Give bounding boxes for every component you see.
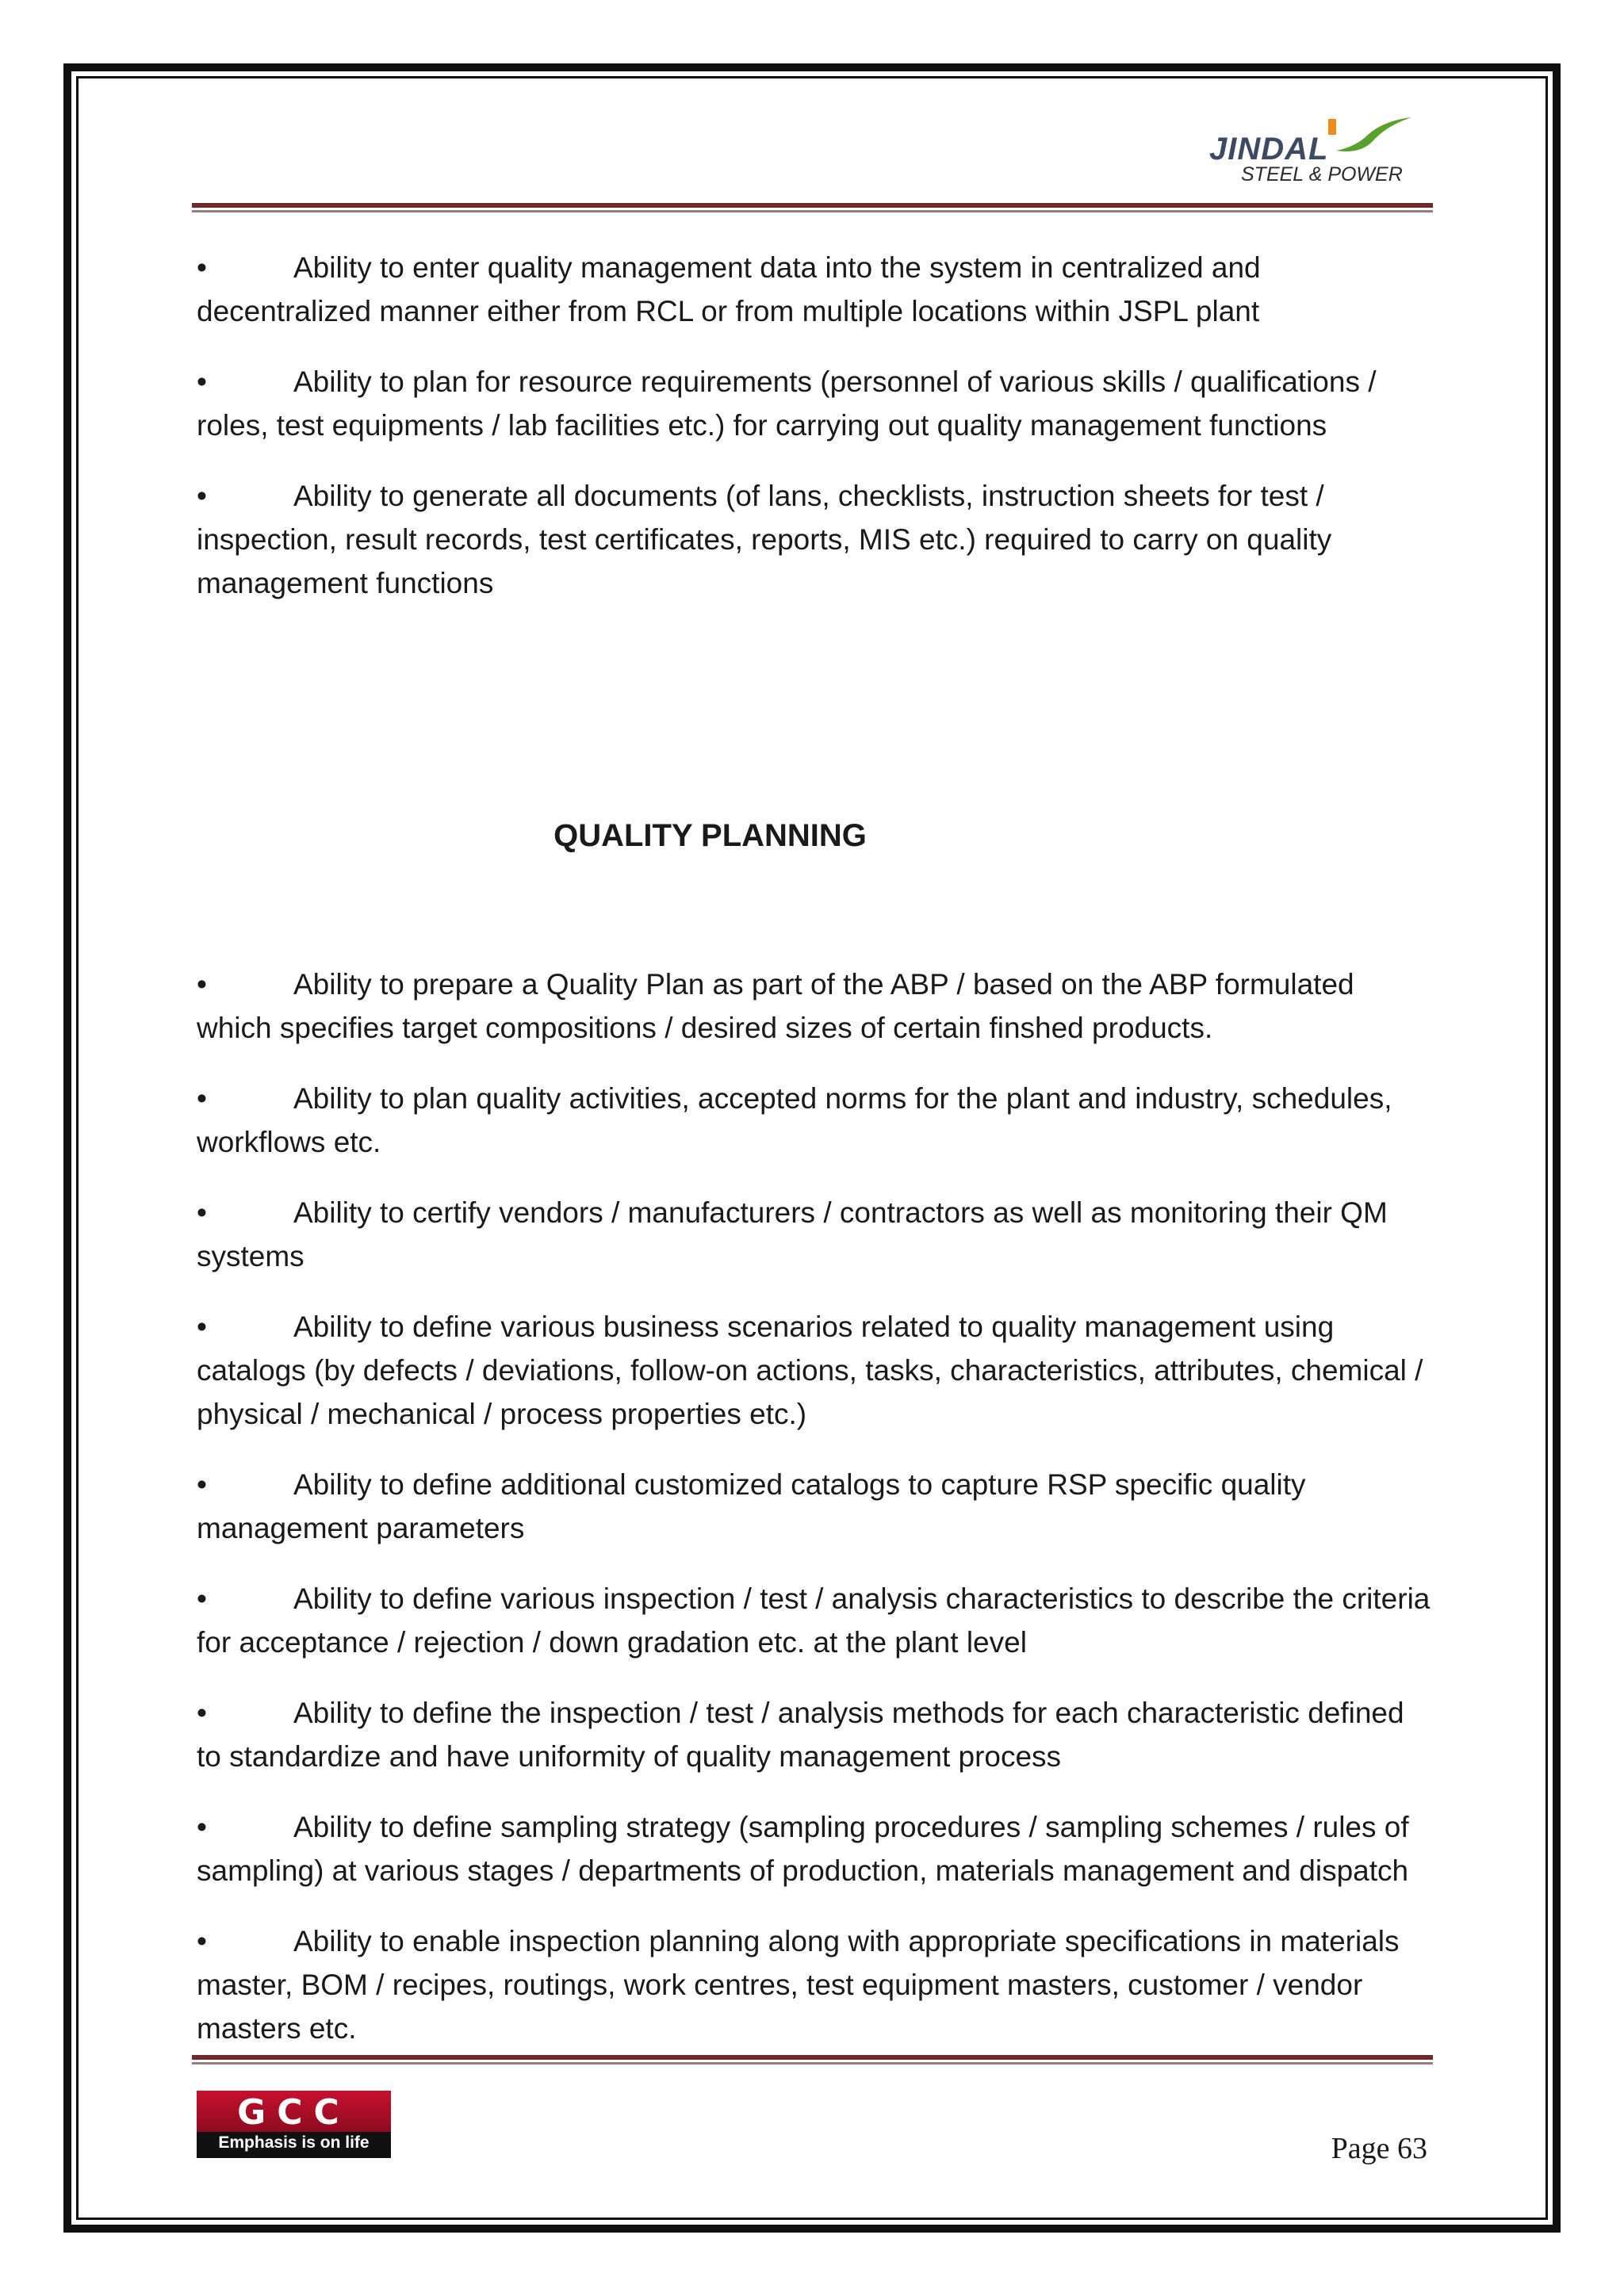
bullet-item: • Ability to define the inspection / test / analysis methods for each characteristic defined to standardize and have uniformity of quality management process: [197, 1697, 1404, 1773]
bullet-item: • Ability to define additional customized catalogs to capture RSP specific quality management parameters: [197, 1468, 1306, 1544]
bullet-item: • Ability to generate all documents (of lans, checklists, instruction sheets for test / inspection, result records, test certificates, reports, MIS etc.) required to carry on quality management functions: [197, 480, 1332, 599]
bullet-item: • Ability to define various inspection / test / analysis characteristics to describe the criteria for acceptance / rejection / down gradation etc. at the plant level: [197, 1582, 1431, 1659]
document-body: [197, 246, 1434, 2077]
gcc-logo-letters: GCC: [237, 2092, 350, 2133]
section-heading: QUALITY PLANNING: [553, 818, 867, 853]
bullet-item: • Ability to plan for resource requirements (personnel of various skills / qualifications / roles, test equipments / lab facilities etc.) for carrying out quality management functions: [197, 365, 1377, 442]
logo-word: JINDAL: [1209, 132, 1329, 166]
logo-subtitle: STEEL & POWER: [1241, 163, 1403, 186]
bullet-item: • Ability to enter quality management data into the system in centralized and decentralized manner either from RCL or from multiple locations within JSPL plant: [197, 251, 1261, 327]
footer-rule: [192, 2055, 1433, 2064]
bullet-item: • Ability to define various business scenarios related to quality management using catalogs (by defects / deviations, follow-on actions, tasks, characteristics, attributes, chemical / physical / mechanical / process properties etc.): [197, 1311, 1423, 1430]
bullet-item: • Ability to plan quality activities, accepted norms for the plant and industry, schedules, workflows etc.: [197, 1082, 1392, 1158]
bullet-item: • Ability to enable inspection planning along with appropriate specifications in materials master, BOM / recipes, routings, work centres, test equipment masters, customer / vendor masters etc.: [197, 1925, 1400, 2045]
header-rule: [192, 203, 1433, 212]
page-number: Page 63: [1331, 2132, 1427, 2165]
jindal-logo: [1209, 111, 1408, 186]
bullet-item: • Ability to certify vendors / manufacturers / contractors as well as monitoring their QM systems: [197, 1196, 1388, 1272]
bullet-item: • Ability to define sampling strategy (sampling procedures / sampling schemes / rules of sampling) at various stages / departments of production, materials management and dispatch: [197, 1811, 1409, 1887]
bullet-item: • Ability to prepare a Quality Plan as part of the ABP / based on the ABP formulated which specifies target compositions / desired sizes of certain finshed products.: [197, 968, 1354, 1044]
gcc-logo: [197, 2091, 391, 2158]
gcc-tagline: Emphasis is on life: [218, 2133, 370, 2152]
